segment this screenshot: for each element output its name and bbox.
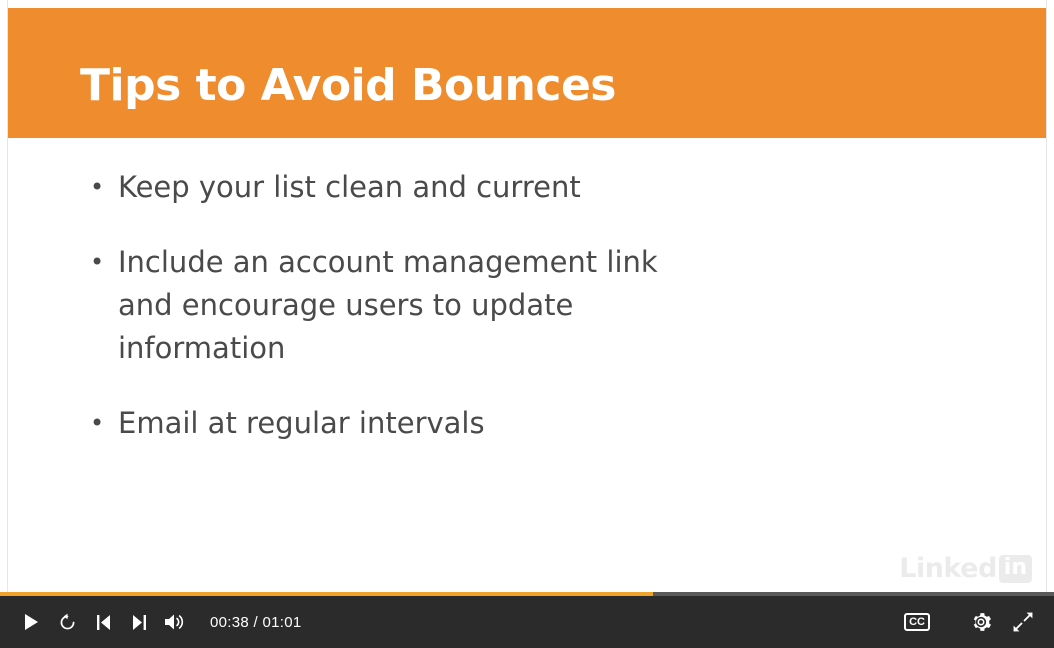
fullscreen-button[interactable] — [1010, 609, 1036, 635]
slide-canvas[interactable] — [8, 8, 1046, 592]
linkedin-wordmark: Linked — [899, 553, 997, 584]
player-controls-left — [0, 606, 301, 638]
slide-title: Tips to Avoid Bounces — [80, 60, 616, 111]
play-button[interactable] — [16, 606, 46, 638]
linkedin-in-badge: in — [999, 555, 1032, 583]
player-control-bar — [0, 596, 1054, 648]
frame-edge-right — [1046, 0, 1054, 592]
list-item: • Keep your list clean and current — [86, 166, 706, 209]
slide-body — [8, 138, 1046, 592]
linkedin-watermark — [899, 553, 1032, 584]
slide-header-band — [8, 8, 1046, 138]
volume-icon[interactable] — [160, 606, 190, 638]
replay-icon[interactable] — [52, 606, 82, 638]
bullet-list — [86, 166, 706, 477]
previous-button[interactable] — [88, 606, 118, 638]
time-display: 00:38 / 01:01 — [210, 613, 302, 631]
list-item: • Include an account management link and encourage users to update information — [86, 241, 706, 370]
frame-edge-left — [0, 0, 8, 592]
list-item: • Email at regular intervals — [86, 402, 706, 445]
gear-icon[interactable] — [968, 609, 994, 635]
frame-edge-top — [0, 0, 1054, 8]
next-button[interactable] — [124, 606, 154, 638]
player-controls-right — [904, 609, 1036, 635]
captions-button[interactable]: CC — [904, 613, 930, 631]
